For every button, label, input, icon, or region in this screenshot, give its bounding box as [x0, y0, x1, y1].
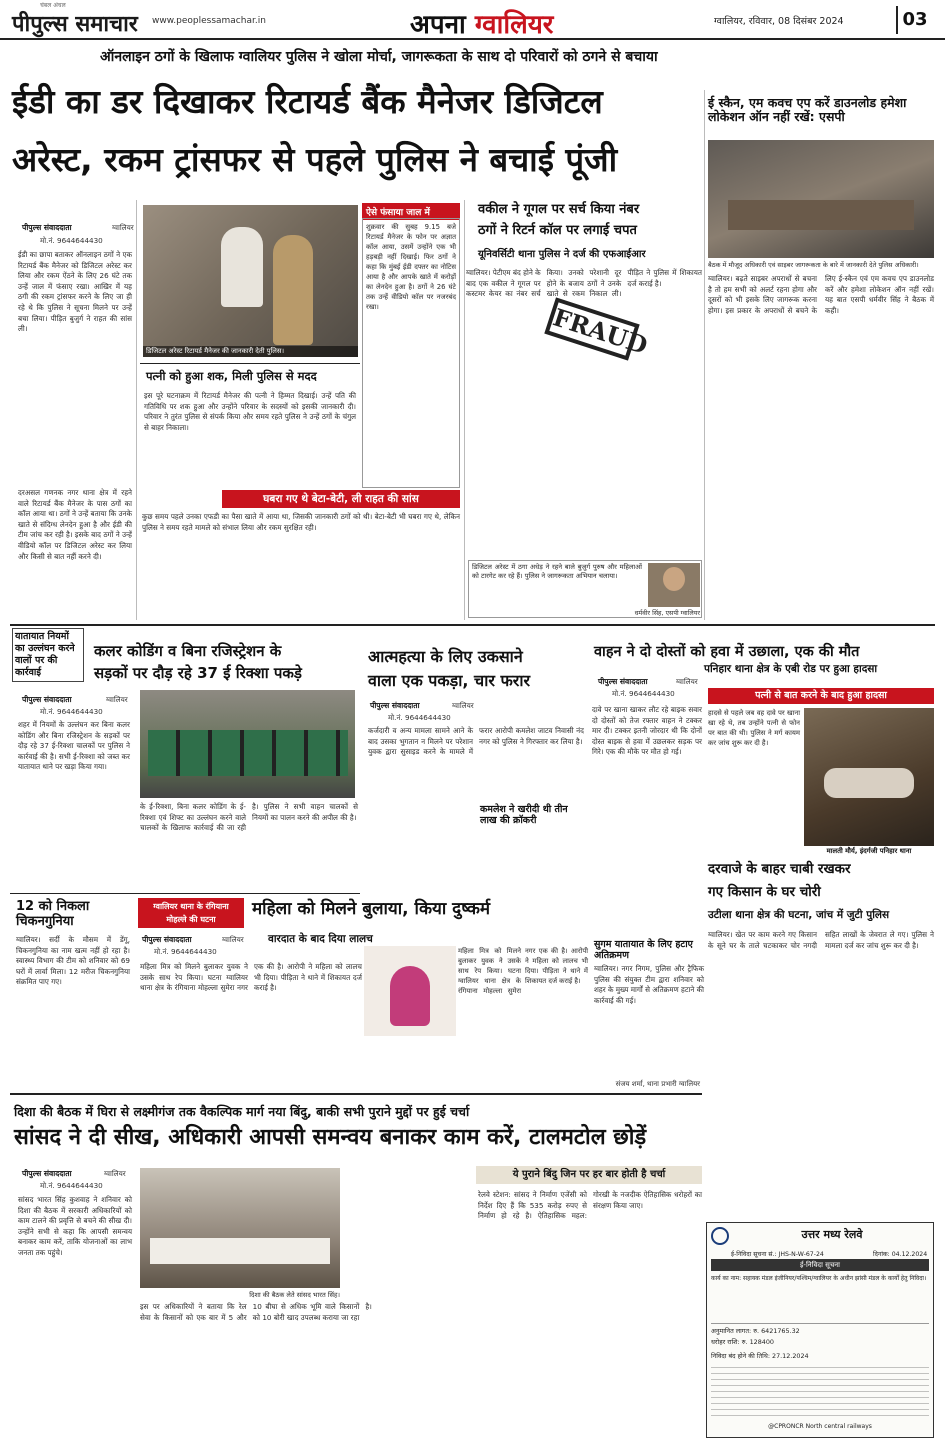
erickshaw-mobile: मो.नं. 9644644430: [40, 707, 103, 716]
lead-photo: [143, 205, 358, 357]
google-caption: डिजिटल अरेस्ट में ठगा अधेड़ ने रहने बाले बुजुर्ग पुरुष और महिलाओं को टारगेट कर रहे हैं। पुलिस ने जागरूकता अभियान चलाया।: [472, 563, 642, 580]
tender-work: कार्य का नाम: सहायक मंडल इंजीनियर/पश्चिम/ग्वालियर के अधीन झांसी मंडल के कार्यों हेतु निविदा।: [711, 1275, 927, 1282]
lead-headline-1: ईडी का डर दिखाकर रिटायर्ड बैंक मैनेजर डिजिटल: [12, 82, 603, 121]
google-caption-name: धर्मवीर सिंह, एसपी ग्वालियर: [634, 609, 700, 617]
lead-subhead-rule: [140, 363, 360, 364]
accident-body: दावे पर खाना खाकर लौट रहे बाइक सवार दो दोस्तों को तेज रफ्तार वाहन ने टक्कर मार दी। टक्कर इतनी जोरदार थी कि दोनों दोस्त बाइक से हवा में उछलकर सड़क पर गिरे। एक की मौके पर मौत हो गई।: [592, 705, 702, 757]
lead-box-body: कुछ समय पहले उनका एफडी का पैसा खाते में आया था, जिसकी जानकारी ठगों को थी। बेटा-बेटी भी घबरा गए थे, लेकिन पुलिस ने समय रहते मामले को संभाल लिया और रकम सुरक्षित रही।: [142, 512, 460, 532]
sp-face: [663, 567, 685, 591]
lead-mobile: मो.नं. 9644644430: [40, 236, 103, 245]
side-top-body: ग्वालियर। बढ़ते साइबर अपराधों से बचना है तो हम सभी को अलर्ट रहना होगा और दूसरों को भी इसके लिए जागरूक करना होगा। इस प्रकार के अपराधों से बचने के लिए ई-स्कैन एवं एम कवच एप डाउनलोड करें और हमेशा लोकेशन ऑन नहीं रखें। यह बात एसपी धर्मवीर सिंह ने बैठक में कही।: [708, 274, 934, 315]
rape-city: ग्वालियर: [222, 935, 244, 944]
theft-body: ग्वालियर। खेत पर काम करने गए किसान के सूने घर के ताले चटकाकर चोर नगदी सहित लाखों के जेवरात ले गए। पुलिस ने मामला दर्ज कर जांच शुरू कर दी है।: [708, 930, 934, 950]
page-number: 03: [896, 6, 932, 34]
erickshaw-body-2: के ई-रिक्शा, बिना कलर कोडिंग के ई-रिक्शा एवं शिफ्ट का उल्लंघन करने वाले चालकों के खिलाफ कार्रवाई की जा रही है। पुलिस ने सभी वाहन चालकों से नियमों का पालन करने की अपील की है।: [140, 802, 358, 833]
erickshaw-body: शहर में नियमों के उल्लंघन कर बिना कलर कोडिंग और बिना रजिस्ट्रेशन के सड़कों पर दौड़ रहे 37 ई-रिक्शा चालकों पर पुलिस ने कार्रवाई की है। सभी ई-रिक्शा को जब्त कर यातायात थाने पर खड़ा किया गया।: [18, 720, 130, 772]
suicide-byline: पीपुल्स संवाददाता: [370, 701, 420, 710]
google-body: ग्वालियर। पेटीएम बंद होने के बाद एक वकील ने गूगल पर कस्टमर केयर का नंबर सर्च किया। उनको परेशानी दूर होने के बजाय ठगों ने उनके खाते से रकम निकाल ली। पीड़ित ने पुलिस में शिकायत दर्ज कराई है।: [466, 268, 702, 299]
woman-illustration: [390, 966, 430, 1026]
rape-tag-2: मोहल्ले की घटना: [166, 915, 216, 924]
tender-date: दिनांक: 04.12.2024: [873, 1251, 928, 1258]
disha-body: सांसद भारत सिंह कुशवाह ने शनिवार को दिशा की बैठक में सरकारी अधिकारियों को काम टालने की प्रवृत्ति से बचने की सीख दी। उन्होंने सभी से कहा कि आपसी समन्वय बनाकर काम करें, ताकि योजनाओं का लाभ जनता तक पहुंचे।: [18, 1195, 132, 1257]
erickshaw-byline: पीपुल्स संवाददाता: [22, 695, 72, 704]
accident-byline: पीपुल्स संवाददाता: [598, 677, 648, 686]
erickshaw-headline-2: सड़कों पर दौड़ रहे 37 ई रिक्शा पकड़े: [94, 664, 302, 682]
chik-body: ग्वालियर। सर्दी के मौसम में डेंगू, चिकनगुनिया का नाम खत्म नहीं हो रहा है। स्वास्थ्य विभाग की टीम को शनिवार को 69 घरों में लार्वा मिला। 12 मरीज चिकनगुनिया संक्रमित पाए गए।: [16, 935, 130, 987]
accident-photo: [804, 708, 934, 846]
disha-kicker: दिशा की बैठक में घिरा से लक्ष्मीगंज तक वैकल्पिक मार्ग नया बिंदु, बाकी सभी पुराने मुद्दों पर हुई चर्चा: [14, 1104, 470, 1119]
suicide-headline-2: वाला एक पकड़ा, चार फरार: [368, 671, 531, 690]
suicide-subhead: कमलेश ने खरीदी थी तीन लाख की क्रॉकरी: [480, 804, 568, 826]
sp-photo: [648, 563, 700, 607]
disha-table: [150, 1238, 330, 1264]
website: www.peoplessamachar.in: [152, 16, 266, 26]
erickshaw-city: ग्वालियर: [106, 695, 128, 704]
accident-headline: वाहन ने दो दोस्तों को हवा में उछाला, एक की मौत: [594, 644, 860, 660]
disha-photo-caption: दिशा की बैठक लेते सांसद भारत सिंह।: [249, 1291, 340, 1299]
rape-illustration: [364, 946, 456, 1036]
accident-sub: पनिहार थाना क्षेत्र के एबी रोड पर हुआ हादसा: [704, 663, 878, 675]
disha-mobile: मो.नं. 9644644430: [40, 1181, 103, 1190]
rape-byline: पीपुल्स संवाददाता: [142, 935, 192, 944]
chik-headline: 12 को निकला चिकनगुनिया: [16, 899, 90, 929]
lead-side-head: ऐसे फंसाया जाल में: [362, 203, 460, 220]
google-headline-1: वकील ने गूगल पर सर्च किया नंबर: [478, 202, 640, 217]
lead-city: ग्वालियर: [112, 223, 134, 232]
section-title: [410, 5, 553, 41]
rape-headline: महिला को मिलने बुलाया, किया दुष्कर्म: [252, 899, 491, 919]
police-figure: [273, 235, 313, 345]
victim-figure: [824, 768, 914, 798]
traffic-byline: संजय शर्मा, थाना प्रभारी ग्वालियर: [615, 1080, 700, 1088]
theft-sub: उटीला थाना क्षेत्र की घटना, जांच में जुटी पुलिस: [708, 909, 890, 921]
rape-body-right: महिला मित्र को मिलने बुलाकर युवक ने उसके साथ रेप किया। घटना ग्वालियर थाना क्षेत्र के रंगियाना मोहल्ला सुमेरा नगर एक की है। आरोपी ने महिला को लालच भी दिया। पीड़िता ने थाने में शिकायत दर्ज कराई है।: [458, 947, 588, 995]
meeting-table: [728, 200, 914, 230]
suicide-body: कर्जदारी व अन्य मामला सामने आने के बाद उसका भुगतान न मिलने पर परेशान युवक द्वारा सुसाइड करने के मामले में फरार आरोपी कमलेश जाटव निवासी नंद नगर को पुलिस ने गिरफ्तार कर लिया है।: [368, 726, 584, 757]
disha-box-head: ये पुराने बिंदु जिन पर हर बार होती है चर्चा: [476, 1166, 702, 1184]
lead-photo-caption: डिजिटल अरेस्ट रिटायर्ड मैनेजर की जानकारी देती पुलिस।: [143, 346, 358, 357]
suicide-mobile: मो.नं. 9644644430: [388, 713, 451, 722]
lead-sub-body: इस पूरे घटनाक्रम में रिटायर्ड मैनेजर की पत्नी ने हिम्मत दिखाई। उन्हें पति की गतिविधि पर शक हुआ और उन्होंने परिवार के सदस्यों को इसकी जानकारी दी। परिवार ने तुरंत पुलिस से संपर्क किया और समय रहते पुलिस ने उन्हें ठगों के चंगुल से बाहर निकाला।: [144, 391, 356, 432]
traffic-headline: सुगम यातायात के लिए हटाए अतिक्रमण: [594, 939, 693, 961]
rape-tag-1: ग्वालियर थाना के रंगियाना: [153, 902, 229, 911]
section-prefix: अपना: [410, 10, 466, 40]
theft-headline-1: दरवाजे के बाहर चाबी रखकर: [708, 861, 851, 877]
small-tag: चंबल अंचल: [40, 2, 66, 9]
section-city: ग्वालियर: [474, 10, 554, 40]
side-top-caption: बैठक में मौजूद अधिकारी एवं साइबर जागरूकता के बारे में जानकारी देते पुलिस अधिकारी।: [708, 261, 919, 269]
railway-logo-icon: [711, 1227, 729, 1245]
erickshaw-side-label: यातायात नियमों का उल्लंघन करने वालों पर की कार्रवाई: [12, 628, 84, 682]
rickshaw-row: [148, 730, 348, 776]
rape-sub: वारदात के बाद दिया लालच: [268, 933, 373, 945]
col-rule-right: [704, 90, 705, 620]
lead-box-head: घबरा गए थे बेटा-बेटी, ली राहत की सांस: [222, 490, 460, 508]
rape-mobile: मो.नं. 9644644430: [154, 947, 217, 956]
disha-body-2: इस पर अधिकारियों ने बताया कि रेल सेवा के किसानों को एक बार में 5 और 10 बीघा से अधिक भूमि वाले किसानों को 10 बोरी खाद उपलब्ध कराया जा रहा है।: [140, 1302, 372, 1322]
disha-box-body: रेलवे स्टेशन: सांसद ने निर्माण एजेंसी को निर्देश दिए हैं कि 535 करोड़ रुपए से निर्माण हो रहे है। ऐतिहासिक महल: गोरखी के नजदीक ऐतिहासिक धरोहरों का संरक्षण किया जाए।: [478, 1190, 702, 1221]
lead-headline-2: अरेस्ट, रकम ट्रांसफर से पहले पुलिस ने बचाई पूंजी: [12, 140, 618, 179]
suicide-city: ग्वालियर: [452, 701, 474, 710]
rape-body: महिला मित्र को मिलने बुलाकर युवक ने उसके साथ रेप किया। घटना ग्वालियर थाना क्षेत्र के रंगियाना मोहल्ला सुमेरा नगर एक की है। आरोपी ने महिला को लालच भी दिया। पीड़िता ने थाने में शिकायत दर्ज कराई है।: [140, 962, 362, 993]
fraud-stamp: FRAUD: [544, 297, 639, 360]
railway-footer: @CPRONCR North central railways: [768, 1423, 872, 1430]
disha-city: ग्वालियर: [104, 1169, 126, 1178]
railway-ad: [706, 1222, 934, 1438]
lead-body-2: दरअसल गणनक नगर थाना क्षेत्र में रहने वाले रिटायर्ड बैंक मैनेजर के पास ठगों का कॉल आया था। ठगों ने उन्हें बताया कि उनके खाते से संदिग्ध लेनदेन हुआ है और ईडी की टीम जांच कर रही है। इसके बाद ठगों ने उन्हें वीडियो कॉल पर डिजिटल अरेस्ट कर लिया और किसी से बात नहीं करने दी।: [18, 488, 132, 561]
lead-subhead: पत्नी को हुआ शक, मिली पुलिस से मदद: [146, 369, 317, 383]
side-top-photo: [708, 140, 934, 258]
tender-fine-print: [711, 1367, 929, 1417]
tender-title: ई-निविदा सूचना: [711, 1259, 929, 1271]
traffic-body: ग्वालियर। नगर निगम, पुलिस और ट्रैफिक पुलिस की संयुक्त टीम द्वारा शनिवार को शहर के मुख्य मार्गों से अतिक्रमण हटाने की कार्रवाई की गई।: [594, 964, 704, 1005]
tender-closing: निविदा बंद होने की तिथि: 27.12.2024: [711, 1352, 809, 1360]
divider-row-2: [10, 1093, 702, 1095]
accident-banner: पत्नी से बात करने के बाद हुआ हादसा: [708, 688, 934, 704]
google-headline-2: ठगों ने रिटर्न कॉल पर लगाई चपत: [478, 223, 637, 238]
lead-kicker: ऑनलाइन ठगों के खिलाफ ग्वालियर पुलिस ने खोला मोर्चा, जागरूकता के साथ दो परिवारों को ठगने से बचाया: [100, 49, 658, 65]
erickshaw-photo: [140, 690, 355, 798]
col-rule-mid: [464, 200, 465, 620]
accident-mobile: मो.नं. 9644644430: [612, 689, 675, 698]
tender-emd: धरोहर राशि: रु. 128400: [711, 1338, 774, 1346]
col-rule-left: [136, 200, 137, 620]
google-sub: यूनिवर्सिटी थाना पुलिस ने दर्ज की एफआईआर: [478, 249, 646, 260]
divider-chik: [10, 893, 360, 894]
lead-side-body: शुक्रवार की सुबह 9.15 बजे रिटायर्ड मैनेजर के फोन पर अज्ञात कॉल आया, उसमें उन्होंने एक भी हड़बड़ी नहीं दिखाई। फिर ठगों ने कहा कि मुंबई ईडी दफ्तर का नोटिस आया है और आपके खाते में करोड़ों का लेनदेन हुआ है। ठगों ने 26 घंटे तक उन्हें वीडियो कॉल पर नजरबंद रखा।: [366, 223, 456, 311]
dateline: ग्वालियर, रविवार, 08 दिसंबर 2024: [714, 16, 844, 27]
suicide-headline-1: आत्महत्या के लिए उकसाने: [368, 647, 523, 666]
disha-byline: पीपुल्स संवाददाता: [22, 1169, 72, 1178]
accident-city: ग्वालियर: [676, 677, 698, 686]
erickshaw-headline-1: कलर कोडिंग व बिना रजिस्ट्रेशन के: [94, 642, 282, 660]
tender-no: ई-निविदा सूचना सं.: JHS-N-W-67-24: [731, 1251, 824, 1258]
side-top-headline: ई स्कैन, एम कवच एप करें डाउनलोड हमेशा लोकेशन ऑन नहीं रखें: एसपी: [708, 95, 907, 124]
disha-photo: [140, 1168, 340, 1288]
accident-photo-caption: मालती मौर्य, इंदर्गजी पनिहार थाना: [826, 847, 912, 855]
railway-title: उत्तर मध्य रेलवे: [801, 1228, 863, 1241]
divider-row-1: [10, 624, 935, 626]
masthead: [0, 0, 945, 40]
man-figure: [221, 227, 263, 307]
theft-headline-2: गए किसान के घर चोरी: [708, 884, 821, 900]
lead-byline: पीपुल्स संवाददाता: [22, 223, 72, 232]
disha-headline: सांसद ने दी सीख, अधिकारी आपसी समन्वय बनाकर काम करें, टालमटोल छोड़ें: [14, 1125, 647, 1150]
paper-logo: पीपुल्स समाचार: [12, 11, 138, 37]
tender-cost: अनुमानित लागत: रु. 6421765.32: [711, 1323, 929, 1335]
lead-body: ईडी का छापा बताकर ऑनलाइन ठगों ने एक रिटायर्ड बैंक मैनेजर को डिजिटल अरेस्ट कर लिया और रकम ऐंठने के लिए 26 घंटे तक उन्हें जाल में फंसाए रखा। आखिर में यह ठगी की रकम ट्रांसफर करने के लिए जा ही रहे थे कि पुलिस ने सूचना मिलने पर उन्हें बचा लिया। पीड़ित बुजुर्ग ने राहत की सांस ली।: [18, 250, 132, 334]
accident-body-2: हादसे से पहले जब वह दावे पर खाना खा रहे थे, तब उन्होंने पत्नी से फोन पर बात की थी। पुलिस ने मर्ग कायम कर जांच शुरू कर दी है।: [708, 709, 800, 747]
